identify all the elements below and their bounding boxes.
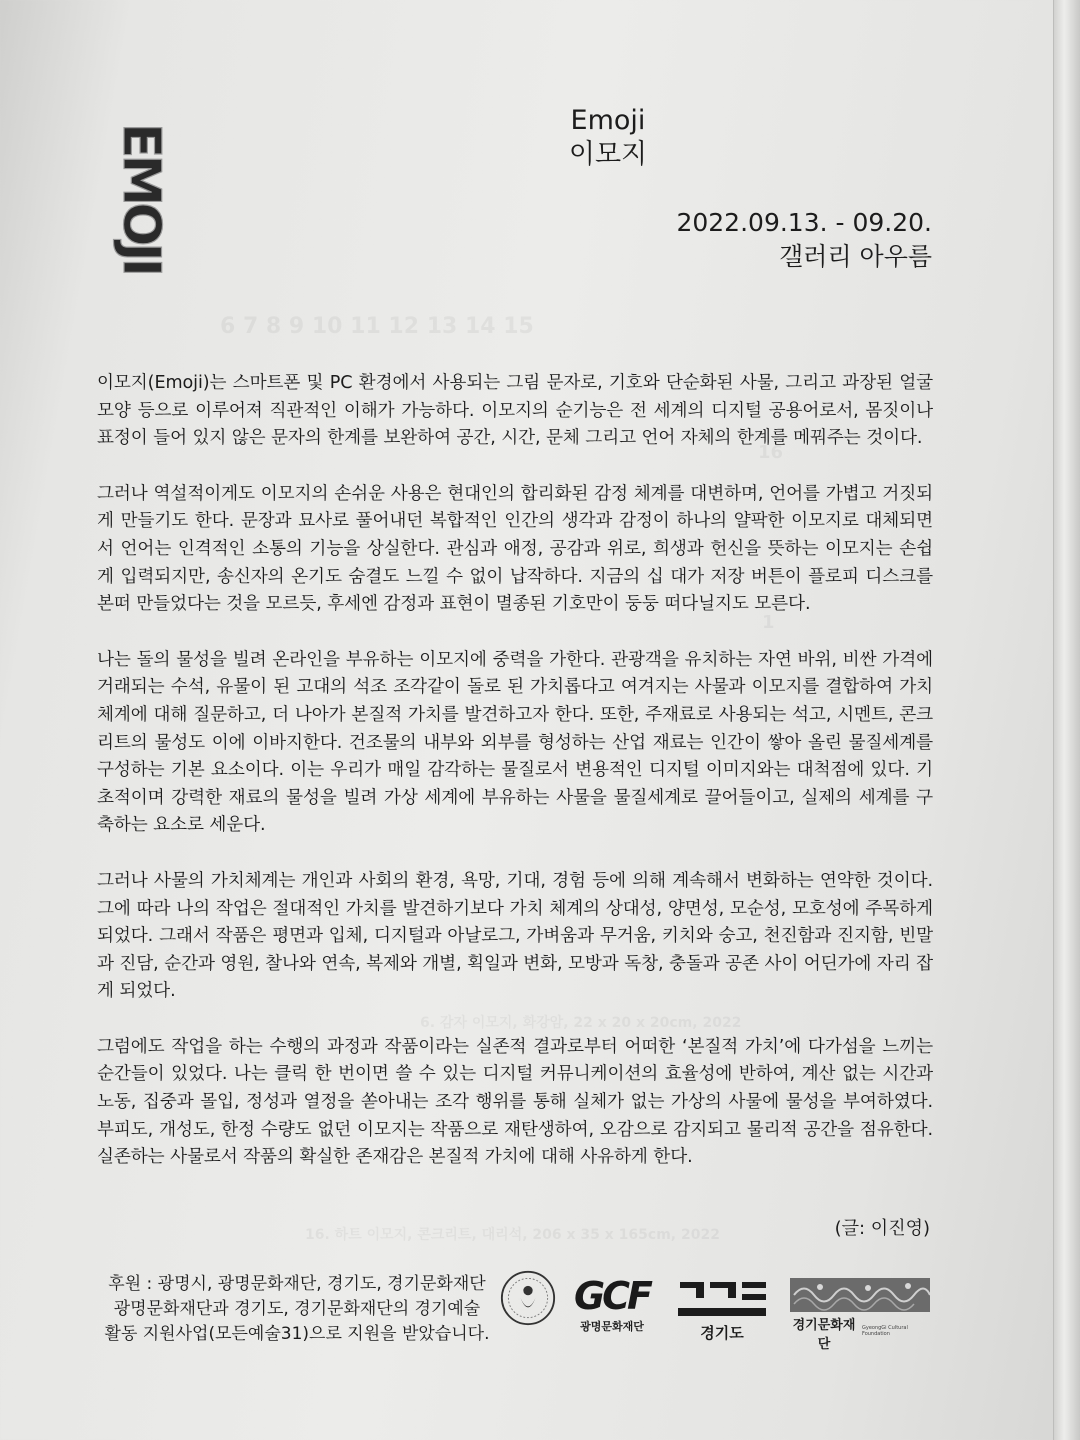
svg-text:EMOJI: EMOJI — [111, 122, 171, 274]
sponsor-line: 활동 지원사업(모든예술31)으로 지원을 받았습니다. — [104, 1324, 490, 1344]
paragraph: 나는 돌의 물성을 빌려 온라인을 부유하는 이모지에 중력을 가한다. 관광객을 유치하는 자연 바위, 비싼 가격에 거래되는 수석, 유물이 된 고대의 석조 조각같이 돌로 된 가치롭다고 여겨지는 사물과 이모지를 결합하여 가치체계에 대해 질문하고, 더 나아가 본질적 가치를 발견하고자 한다. 또한, 주재료로 사용되는 석고, 시멘트, 콘크리트의 물성도 이에 이바지한다. 건조물의 내부와 외부를 형성하는 산업 재료는 인간이 쌓아 올린 물질세계를 구성하는 기본 요소이다. 이는 우리가 매일 감각하는 물질로서 변용적인 디지털 이미지와는 대척점에 있다. 기초적이며 강력한 재료의 물성을 빌려 가상 세계에 부유하는 사물을 물질세계로 끌어들이고, 실제의 세계를 구축하는 요소로 세운다. — [97, 649, 933, 836]
author-credit: (글: 이진영) — [834, 1218, 930, 1239]
essay-body — [97, 370, 933, 1200]
exhibition-info — [676, 206, 932, 274]
show-through-number-16: 16 — [758, 442, 784, 463]
gyeonggi-do-logo — [674, 1276, 770, 1343]
paragraph: 그럼에도 작업을 하는 수행의 과정과 작품이라는 실존적 결과로부터 어떠한 ‘본질적 가치’에 다가섬을 느끼는 순간들이 있었다. 나는 클릭 한 번이면 쓸 수 있는 디지털 커뮤니케이션의 효율성에 반하여, 계산 없는 시간과 노동, 집중과 몰입, 정성과 열정을 쏟아내는 조각 행위를 통해 실체가 없는 가상의 사물에 물성을 부여하였다. 부피도, 개성도, 한정 수량도 없던 이모지는 작품으로 재탄생하여, 오감으로 감지되고 물리적 공간을 점유한다. 실존하는 사물로서 작품의 확실한 존재감은 본질적 가치에 대해 사유하게 한다. — [97, 1036, 933, 1168]
gcf-logo — [570, 1276, 654, 1334]
paragraph: 그러나 사물의 가치체계는 개인과 사회의 환경, 욕망, 기대, 경험 등에 의해 계속해서 변화하는 연약한 것이다. 그에 따라 나의 작업은 절대적인 가치를 발견하기보다 가치 체계의 상대성, 양면성, 모순성, 모호성에 주목하게 되었다. 그래서 작품은 평면과 입체, 디지털과 아날로그, 가벼움과 무거움, 키치와 숭고, 천진함과 진지함, 빈말과 진담, 순간과 영원, 찰나와 연속, 복제와 개별, 획일과 변화, 모방과 독창, 충돌과 공존 사이 어딘가에 자리 잡게 되었다. — [97, 870, 933, 1002]
ggcf-pattern-icon — [790, 1278, 930, 1312]
paragraph: 그러나 역설적이게도 이모지의 손쉬운 사용은 현대인의 합리화된 감정 체계를 대변하며, 언어를 가볍고 거짓되게 만들기도 한다. 문장과 묘사로 풀어내던 복합적인 인간의 생각과 감정이 하나의 얄팍한 이모지로 대체되면서 언어는 인격적인 소통의 기능을 상실한다. 관심과 애정, 공감과 위로, 희생과 헌신을 뜻하는 이모지는 손쉽게 입력되지만, 송신자의 온기도 숨결도 느낄 수 없이 납작하다. 지금의 십 대가 저장 버튼이 플로피 디스크를 본떠 만들었다는 것을 모르듯, 후세엔 감정과 표현이 멸종된 기호만이 둥둥 떠다닐지도 모른다. — [97, 483, 933, 615]
ggcf-caption: 경기문화재단 — [792, 1318, 856, 1352]
gyeonggi-caption: 경기도 — [700, 1324, 744, 1342]
gcf-caption: 광명문화재단 — [580, 1320, 644, 1333]
show-through-caption: 16. 하트 이모지, 콘크리트, 대리석, 206 x 35 x 165cm, 2022 — [305, 1227, 720, 1243]
exhibition-venue: 갤러리 아우름 — [779, 242, 932, 271]
title-korean: 이모지 — [568, 139, 648, 170]
show-through-number-1: 1 — [762, 612, 775, 633]
paper-edge — [1053, 0, 1080, 1440]
sponsor-line: 후원 : 광명시, 광명문화재단, 경기도, 경기문화재단 — [108, 1274, 486, 1294]
gwangmyeong-city-seal-logo — [500, 1270, 556, 1326]
exhibition-date: 2022.09.13. - 09.20. — [676, 208, 932, 237]
ggcf-english-caption: GyeongGi Cultural Foundation — [862, 1325, 908, 1337]
title-block — [0, 104, 1080, 172]
show-through-numbers: 6 7 8 9 10 11 12 13 14 15 — [220, 314, 534, 339]
title-english: Emoji — [570, 105, 646, 136]
gyeonggi-symbol-icon — [674, 1276, 770, 1320]
sponsor-line: 광명문화재단과 경기도, 경기문화재단의 경기예술 — [113, 1299, 481, 1319]
show-through-caption: 6. 감자 이모지, 화강암, 22 x 20 x 20cm, 2022 — [420, 1015, 742, 1031]
sponsor-text — [97, 1272, 497, 1347]
gcf-mark: GCF — [573, 1274, 651, 1318]
ggcf-logo — [790, 1278, 930, 1352]
paragraph: 이모지(Emoji)는 스마트폰 및 PC 환경에서 사용되는 그림 문자로, 기호와 단순화된 사물, 그리고 과장된 얼굴 모양 등으로 이루어져 직관적인 이해가 가능하다. 이모지의 순기능은 전 세계의 디지털 공용어로서, 몸짓이나 표정이 들어 있지 않은 문자의 한계를 보완하여 공간, 시간, 문체 그리고 언어 자체의 한계를 메꿔주는 것이다. — [97, 373, 933, 449]
